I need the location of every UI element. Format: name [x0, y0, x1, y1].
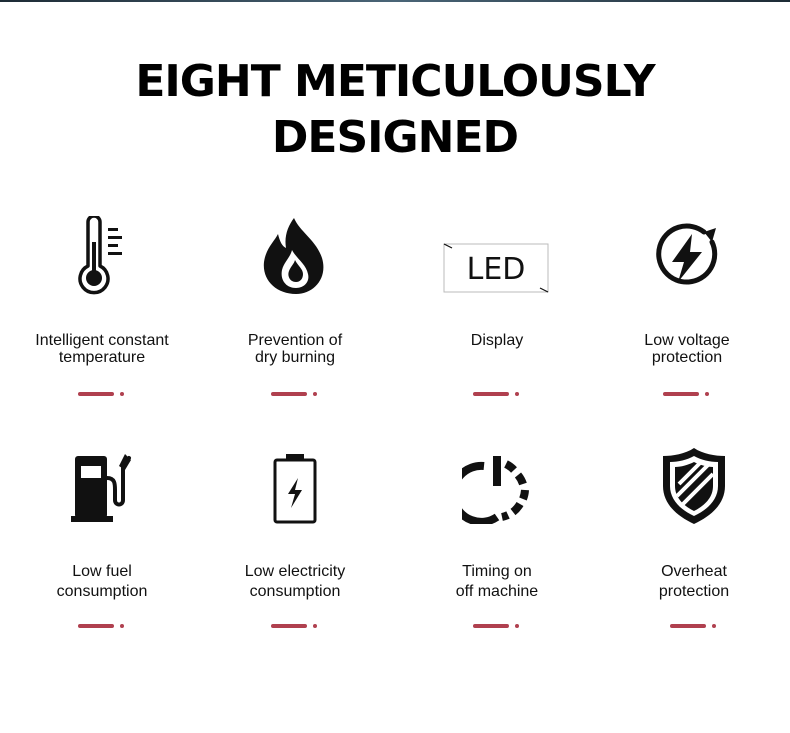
feature-label: Overheat protection: [658, 563, 730, 600]
feature-label: Low voltage protection: [644, 332, 730, 366]
feature-label: Prevention of dry burning: [247, 332, 343, 366]
feature-label: Intelligent constant temperature: [35, 332, 169, 366]
shield-icon: [659, 446, 729, 526]
power-timer-icon: [462, 454, 532, 524]
top-accent-bar: [0, 0, 790, 2]
feature-divider: [670, 624, 718, 628]
feature-divider: [473, 624, 521, 628]
feature-label: Low fuel consumption: [56, 563, 148, 600]
feature-divider: [78, 392, 126, 396]
feature-label: Display: [470, 332, 524, 349]
fuel-pump-icon: [69, 444, 135, 524]
feature-divider: [663, 392, 711, 396]
page-title: [0, 54, 790, 166]
title-line-2: DESIGNED: [271, 112, 519, 163]
feature-divider: [271, 624, 319, 628]
thermometer-icon: [72, 216, 132, 296]
feature-divider: [473, 392, 521, 396]
lightning-bolt-icon: [652, 222, 722, 292]
svg-text:LED: LED: [466, 252, 526, 287]
feature-divider: [271, 392, 319, 396]
led-display-icon: [442, 240, 552, 296]
feature-label: Low electricity consumption: [244, 563, 346, 600]
feature-divider: [78, 624, 126, 628]
title-line-1: EIGHT METICULOUSLY: [135, 56, 655, 107]
flame-icon: [260, 216, 330, 296]
battery-icon: [270, 452, 320, 524]
feature-label: Timing on off machine: [455, 563, 539, 600]
